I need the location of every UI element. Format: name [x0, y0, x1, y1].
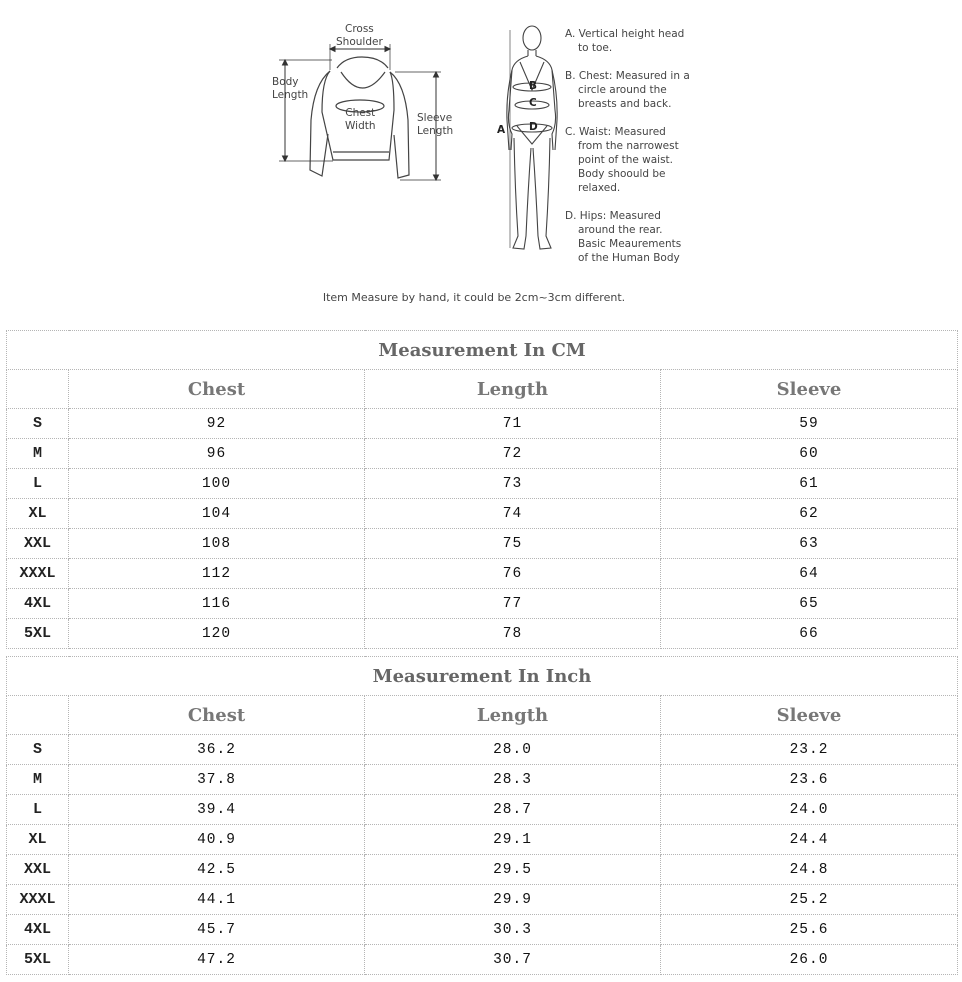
- table-row: [7, 735, 958, 765]
- size-cell: XXL: [7, 855, 69, 885]
- chest-cell: 104: [69, 499, 365, 529]
- header-chest: Chest: [69, 696, 365, 735]
- size-cell: XL: [7, 825, 69, 855]
- length-cell: 29.9: [365, 885, 661, 915]
- header-chest: Chest: [69, 370, 365, 409]
- header-length: Length: [365, 370, 661, 409]
- chest-cell: 120: [69, 619, 365, 649]
- chest-width-label: [345, 107, 376, 133]
- size-cell: M: [7, 765, 69, 795]
- length-cell: 78: [365, 619, 661, 649]
- body-length-line-2: Length: [272, 89, 309, 101]
- hand-measure-note: Item Measure by hand, it could be 2cm~3cm different.: [322, 291, 626, 304]
- table-row: [7, 439, 958, 469]
- table-row: [7, 885, 958, 915]
- note-a: [565, 27, 705, 55]
- sleeve-cell: 59: [661, 409, 958, 439]
- chest-cell: 112: [69, 559, 365, 589]
- header-blank: [7, 370, 69, 409]
- size-cell: XXXL: [7, 885, 69, 915]
- table-row: [7, 469, 958, 499]
- sleeve-cell: 25.2: [661, 885, 958, 915]
- length-cell: 29.5: [365, 855, 661, 885]
- size-cell: XL: [7, 499, 69, 529]
- cross-shoulder-line-1: Cross: [344, 23, 374, 35]
- sleeve-cell: 24.8: [661, 855, 958, 885]
- size-cell: L: [7, 795, 69, 825]
- size-cell: S: [7, 409, 69, 439]
- table-row: [7, 589, 958, 619]
- table-title: Measurement In CM: [7, 331, 958, 370]
- length-cell: 30.7: [365, 945, 661, 975]
- human-body-sketch: [507, 26, 557, 249]
- header-row: [7, 370, 958, 409]
- size-cell: 4XL: [7, 589, 69, 619]
- table-row: [7, 795, 958, 825]
- sleeve-length-label: [417, 112, 453, 138]
- note-a-line-2: to toe.: [578, 42, 613, 54]
- note-c-line-2: from the narrowest: [578, 140, 679, 152]
- chest-cell: 116: [69, 589, 365, 619]
- size-cell: 4XL: [7, 915, 69, 945]
- length-cell: 74: [365, 499, 661, 529]
- sleeve-cell: 24.0: [661, 795, 958, 825]
- length-cell: 76: [365, 559, 661, 589]
- table-row: [7, 945, 958, 975]
- cross-shoulder-label: [336, 23, 383, 49]
- sleeve-cell: 23.6: [661, 765, 958, 795]
- length-cell: 72: [365, 439, 661, 469]
- chest-cell: 42.5: [69, 855, 365, 885]
- sleeve-cell: 63: [661, 529, 958, 559]
- note-d-line-4: of the Human Body: [578, 252, 680, 264]
- size-cell: XXL: [7, 529, 69, 559]
- sleeve-cell: 62: [661, 499, 958, 529]
- size-table-inch: [6, 656, 958, 975]
- sleeve-length-line-1: Sleeve: [417, 112, 453, 124]
- table-row: [7, 529, 958, 559]
- note-b-line-3: breasts and back.: [578, 98, 672, 110]
- diagram-drawing: [0, 0, 962, 300]
- letter-a: A: [497, 124, 506, 136]
- length-cell: 30.3: [365, 915, 661, 945]
- sleeve-cell: 64: [661, 559, 958, 589]
- chest-cell: 37.8: [69, 765, 365, 795]
- header-sleeve: Sleeve: [661, 370, 958, 409]
- chest-cell: 92: [69, 409, 365, 439]
- letter-b: B: [529, 80, 538, 92]
- chest-cell: 100: [69, 469, 365, 499]
- size-cell: S: [7, 735, 69, 765]
- length-cell: 77: [365, 589, 661, 619]
- size-cell: XXXL: [7, 559, 69, 589]
- note-c: [565, 125, 705, 195]
- sleeve-cell: 24.4: [661, 825, 958, 855]
- length-cell: 28.3: [365, 765, 661, 795]
- note-b: [565, 69, 705, 111]
- chest-width-line-2: Width: [345, 120, 376, 132]
- length-cell: 75: [365, 529, 661, 559]
- note-a-line-1: A. Vertical height head: [565, 28, 685, 40]
- chest-cell: 39.4: [69, 795, 365, 825]
- note-b-line-2: circle around the: [578, 84, 667, 96]
- chest-cell: 36.2: [69, 735, 365, 765]
- header-length: Length: [365, 696, 661, 735]
- sleeve-cell: 25.6: [661, 915, 958, 945]
- letter-d: D: [529, 121, 538, 133]
- body-length-line-1: Body: [272, 76, 299, 88]
- size-cell: M: [7, 439, 69, 469]
- measurement-diagram: [0, 0, 962, 320]
- sleeve-cell: 65: [661, 589, 958, 619]
- chest-cell: 44.1: [69, 885, 365, 915]
- table-row: [7, 619, 958, 649]
- sleeve-cell: 66: [661, 619, 958, 649]
- chest-width-line-1: Chest: [345, 107, 376, 119]
- length-cell: 71: [365, 409, 661, 439]
- note-b-line-1: B. Chest: Measured in a: [565, 70, 690, 82]
- size-table-cm: [6, 330, 958, 649]
- note-d-line-1: D. Hips: Measured: [565, 210, 661, 222]
- table-row: [7, 825, 958, 855]
- length-cell: 28.7: [365, 795, 661, 825]
- note-c-line-4: Body shoould be: [578, 168, 666, 180]
- length-cell: 73: [365, 469, 661, 499]
- header-row: [7, 696, 958, 735]
- table-row: [7, 765, 958, 795]
- size-cell: L: [7, 469, 69, 499]
- table-row: [7, 409, 958, 439]
- sleeve-cell: 26.0: [661, 945, 958, 975]
- table-row: [7, 559, 958, 589]
- header-sleeve: Sleeve: [661, 696, 958, 735]
- chest-cell: 47.2: [69, 945, 365, 975]
- length-cell: 29.1: [365, 825, 661, 855]
- measurement-notes: [565, 27, 705, 279]
- chest-cell: 45.7: [69, 915, 365, 945]
- table-row: [7, 855, 958, 885]
- chest-cell: 40.9: [69, 825, 365, 855]
- size-cell: 5XL: [7, 945, 69, 975]
- note-d-line-2: around the rear.: [578, 224, 663, 236]
- length-cell: 28.0: [365, 735, 661, 765]
- table-title: Measurement In Inch: [7, 657, 958, 696]
- header-blank: [7, 696, 69, 735]
- note-d-line-3: Basic Meaurements: [578, 238, 682, 250]
- note-c-line-1: C. Waist: Measured: [565, 126, 666, 138]
- note-d: [565, 209, 705, 265]
- cross-shoulder-line-2: Shoulder: [336, 36, 383, 48]
- sleeve-cell: 23.2: [661, 735, 958, 765]
- sleeve-cell: 60: [661, 439, 958, 469]
- chest-cell: 96: [69, 439, 365, 469]
- size-cell: 5XL: [7, 619, 69, 649]
- table-row: [7, 915, 958, 945]
- note-c-line-3: point of the waist.: [578, 154, 674, 166]
- sleeve-length-line-2: Length: [417, 125, 454, 137]
- body-length-label: [272, 76, 308, 102]
- note-c-line-5: relaxed.: [578, 182, 621, 194]
- sleeve-cell: 61: [661, 469, 958, 499]
- chest-cell: 108: [69, 529, 365, 559]
- table-row: [7, 499, 958, 529]
- letter-c: C: [529, 97, 537, 109]
